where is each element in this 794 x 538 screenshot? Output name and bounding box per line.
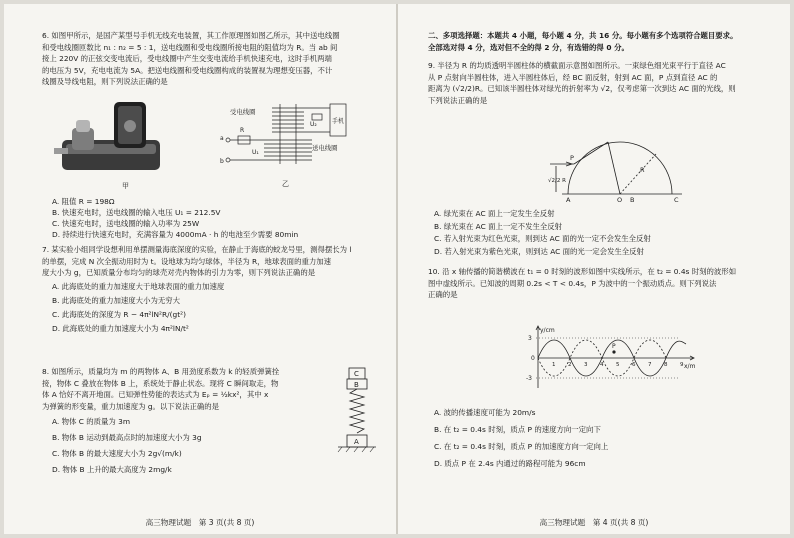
svg-text:A: A [566,196,571,202]
svg-text:O: O [617,196,623,202]
page-4 [398,4,790,534]
svg-text:b: b [220,158,224,165]
option-8c[interactable]: C. 物体 B 的最大速度大小为 2g√(m/k) [52,449,182,458]
svg-text:7: 7 [648,362,652,368]
section-2-heading: 二、多项选择题：本题共 4 小题，每小题 4 分，共 16 分。每小题有多个选项符合题目要求。 全部选对得 4 分，选对但不全的得 2 分，有选错的得 0 分。 [428,31,738,52]
option-7d[interactable]: D. 此海底处的重力加速度大小为 4π²lN/t² [52,324,189,333]
svg-text:3: 3 [528,335,532,342]
question-6-stem: 6. 如图甲所示，是国产某型号手机无线充电装置，其工作原理图如图乙所示，其中送电线圈 和受电线圈匝数比 n₁ : n₂ = 5 : 1，送电线圈和受电线圈所接电阻的阻值均为 R。当 ab 间 接上 220V 的正弦交变电流后，受电线圈中产生交变电流给手机快速充电，这时手机两端 的电压为 5V，充电电流为 5A。把送电线圈和受电线圈构成的装置视为理想变压器，不计 线圈及导线电阻，则下列说法正确的是 [42,31,340,86]
svg-text:C: C [354,370,359,378]
svg-text:3: 3 [584,362,588,368]
figure-charger-photo [54,92,194,192]
svg-text:乙: 乙 [282,180,289,188]
svg-text:P: P [612,343,616,350]
svg-text:4: 4 [600,362,604,368]
option-6b[interactable]: B. 快速充电时，送电线圈的输入电压 U₁ = 212.5V [52,208,221,217]
option-9d[interactable]: D. 若入射光束为紫色光束，则到达 AC 面的光一定会发生全反射 [434,246,644,256]
question-10-stem: 10. 沿 x 轴传播的简谐横波在 t₁ = 0 时刻的波形如图中实线所示，在 t₂ = 0.4s 时刻的波形如 图中虚线所示。已知波的周期 0.2s < T < 0.4s，P 为波中的一个振动质点。则下列说法 正确的是 [428,267,737,299]
svg-text:√2/2 R: √2/2 R [548,178,566,184]
option-6d[interactable]: D. 持续进行快速充电时，充满容量为 4000mA · h 的电池至少需要 80min [52,230,299,239]
page-3-footer: 高三物理试题 第 3 页(共 8 页) [145,518,255,527]
svg-text:y/cm: y/cm [540,327,555,334]
option-8b[interactable]: B. 物体 B 运动到最高点时的加速度大小为 3g [52,433,202,442]
svg-text:2: 2 [568,362,572,368]
question-7-options [52,280,382,336]
exam-sheet [4,4,790,534]
svg-text:P: P [570,154,574,162]
svg-text:B: B [630,196,635,202]
question-10-options [434,404,774,472]
svg-text:1: 1 [552,362,556,368]
page-3 [4,4,396,534]
svg-text:U₂: U₂ [310,121,317,128]
option-7a[interactable]: A. 此海底处的重力加速度大于地球表面的重力加速度 [52,282,225,291]
question-8-stem: 8. 如图所示，质量均为 m 的两物体 A、B 用劲度系数为 k 的轻质弹簧拴 接，物体 C 叠放在物体 B 上，系统处于静止状态。现将 C 瞬间取走，物 体 A 恰好不离开地面。已知弹性势能的表达式为 Eₚ = ½kx²，其中 x 为弹簧的形变量，重力加速度为 g。以下说法正确的是 [42,367,280,411]
option-6c[interactable]: C. 快速充电时，送电线圈的输入功率为 25W [52,219,200,228]
figure-coil-diagram [200,90,368,194]
option-10c[interactable]: C. 在 t₂ = 0.4s 时刻，质点 P 的加速度方向一定向上 [434,442,609,451]
svg-text:0: 0 [531,355,535,362]
svg-text:R: R [240,127,245,134]
svg-text:手机: 手机 [332,118,345,125]
svg-text:R: R [640,166,645,174]
option-6a[interactable]: A. 阻值 R = 198Ω [52,197,115,206]
svg-text:受电线圈: 受电线圈 [230,108,256,116]
svg-text:甲: 甲 [122,182,129,190]
option-9b[interactable]: B. 绿光束在 AC 面上一定不发生全反射 [434,221,563,231]
page-4-footer: 高三物理试题 第 4 页(共 8 页) [539,518,649,527]
svg-text:6: 6 [632,362,636,368]
question-9-options [434,208,774,258]
question-6-options [52,196,382,240]
svg-text:a: a [220,135,224,142]
svg-text:A: A [354,438,359,446]
option-9a[interactable]: A. 绿光束在 AC 面上一定发生全反射 [434,209,555,218]
option-7c[interactable]: C. 此海底处的深度为 R − 4π²lN²R/(gt²) [52,310,186,319]
option-8d[interactable]: D. 物体 B 上升的最大高度为 2mg/k [52,465,172,474]
question-8-options [52,414,352,478]
svg-text:送电线圈: 送电线圈 [312,144,338,152]
svg-text:9: 9 [680,362,684,368]
svg-text:B: B [354,381,359,389]
question-9-stem: 9. 半径为 R 的均质透明半圆柱体的横截面示意图如图所示。一束绿色细光束平行于直径 AC 从 P 点射向半圆柱体，进入半圆柱体后，经 BC 面反射，射到 AC 面，P 点到直径 AC 的 距离为 (√2/2)R。已知该半圆柱体对绿光的折射率为 √2，仅考虑第一次到达 AC 面的光线，则 下列说法正确的是 [428,61,736,105]
option-8a[interactable]: A. 物体 C 的质量为 3m [52,417,131,426]
svg-text:5: 5 [616,362,620,368]
option-7b[interactable]: B. 此海底处的重力加速度大小为无穷大 [52,296,181,305]
svg-text:8: 8 [664,362,668,368]
svg-text:C: C [674,196,679,202]
option-10d[interactable]: D. 质点 P 在 2.4s 内通过的路程可能为 96cm [434,459,586,468]
option-9c[interactable]: C. 若入射光束为红色光束，则到达 AC 面的光一定不会发生全反射 [434,234,651,243]
figure-wave [518,322,708,392]
svg-text:-3: -3 [526,375,532,382]
option-10b[interactable]: B. 在 t₂ = 0.4s 时刻，质点 P 的速度方向一定向下 [434,425,601,434]
svg-text:U₁: U₁ [252,149,259,156]
question-7-stem: 7. 某实验小组同学设想利用单摆测量海底深度的实验，在静止于海底的蛟龙号里，测得摆长为 l 的单摆，完成 N 次全振动用时为 t。设地球为均匀球体，半径为 R，地球表面的重力加速 度大小为 g，已知质量分布均匀的球壳对壳内物体的引力为零，则下列说法正确的是 [42,245,352,277]
option-10a[interactable]: A. 波的传播速度可能为 20m/s [434,408,536,417]
figure-semicircle [548,132,688,202]
svg-text:x/m: x/m [684,363,696,370]
